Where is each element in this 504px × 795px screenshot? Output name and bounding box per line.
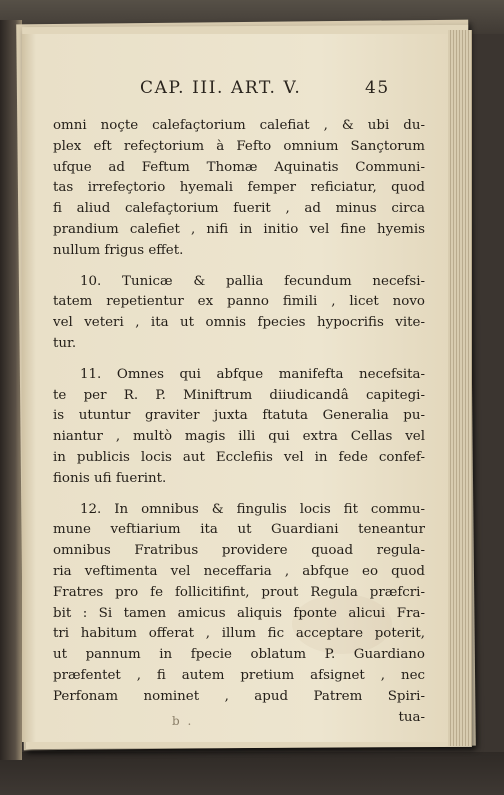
text-line: in publicis locis aut Ecclefiis vel in fede confef-	[53, 449, 425, 465]
paragraph	[53, 272, 425, 355]
text-line: nullum frigus effet.	[53, 242, 184, 258]
text-line: 11. Omnes qui abfque manifefta necefsita-	[80, 366, 425, 382]
running-head: CAP. III. ART. V.	[140, 78, 302, 98]
page-header	[22, 78, 448, 102]
catchword: tua-	[398, 709, 425, 725]
text-line: 10. Tunicæ & pallia fecundum necefsi-	[80, 273, 425, 289]
text-line: fionis ufi fuerint.	[53, 470, 167, 486]
paragraph	[53, 365, 425, 490]
paragraph	[53, 116, 425, 262]
text-line: tur.	[53, 335, 77, 351]
text-line: bit : Si tamen amicus aliquis fponte alicui Fra-	[53, 605, 425, 621]
text-line: mune veftiarium ita ut Guardiani teneantur	[53, 522, 425, 538]
text-line: Fratres pro fe follicitifint, prout Regula præfcri-	[53, 584, 425, 600]
body-text	[53, 116, 425, 728]
text-line: omni noçte calefaçtorium calefiat , & ubi du-	[53, 118, 425, 133]
text-line: is utuntur graviter juxta ftatuta Generalia pu-	[53, 408, 425, 424]
paragraph	[53, 500, 425, 729]
text-line: te per R. P. Miniftrum diiudicandâ capitegi-	[53, 387, 425, 403]
text-line: præfentet , fi autem pretium afsignet , nec	[53, 667, 425, 683]
text-line: ria veftimenta vel neceffaria , abfque eo quod	[53, 563, 425, 579]
text-line: tatem repetientur ex panno fimili , licet novo	[53, 294, 425, 310]
page-edges	[448, 30, 472, 746]
text-line: Perfonam nominet , apud Patrem Spiri-	[53, 688, 425, 704]
text-line: ut pannum in fpecie oblatum P. Guardiano	[53, 647, 425, 663]
text-line: ufque ad Feftum Thomæ Aquinatis Communi-	[53, 159, 425, 175]
book-page	[22, 34, 448, 742]
signature-mark: b .	[172, 714, 194, 728]
text-line: fi aliud calefaçtorium fuerit , ad minus circa	[53, 201, 425, 217]
text-line: prandium calefiet , nifi in initio vel fine hyemis	[53, 221, 425, 237]
text-line: vel veteri , ita ut omnis fpecies hypocrifis vite-	[53, 315, 425, 331]
text-line: tri habitum offerat , illum fic acceptare poterit,	[53, 626, 425, 642]
page-number: 45	[365, 78, 390, 98]
text-line: plex eft refeçtorium à Fefto omnium Sançtorum	[53, 138, 425, 154]
background-bottom	[0, 752, 504, 795]
text-line: niantur , multò magis illi qui extra Cellas vel	[53, 429, 425, 445]
text-line: omnibus Fratribus providere quoad regula-	[53, 543, 425, 559]
text-line: 12. In omnibus & fingulis locis fit commu-	[80, 501, 425, 517]
text-line: tas irrefeçtorio hyemali femper reficiatur, quod	[53, 180, 425, 196]
